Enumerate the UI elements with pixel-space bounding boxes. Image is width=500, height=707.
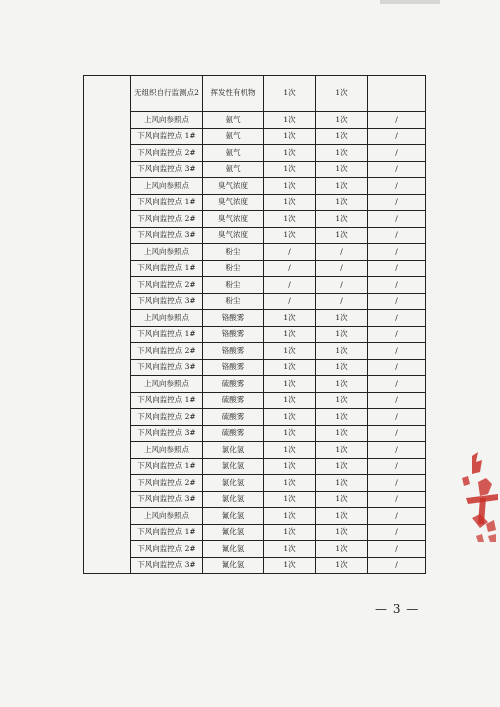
frequency-cell-2: 1次	[316, 343, 368, 360]
frequency-cell-2: 1次	[316, 128, 368, 145]
frequency-cell-1: 1次	[264, 557, 316, 574]
note-cell: /	[368, 128, 426, 145]
pollutant-cell: 铬酸雾	[203, 359, 264, 376]
table-row	[84, 128, 426, 145]
frequency-cell-2: 1次	[316, 442, 368, 459]
monitoring-point-cell: 下风向监控点 2#	[131, 211, 203, 228]
frequency-cell-2: 1次	[316, 557, 368, 574]
frequency-cell-1: 1次	[264, 442, 316, 459]
note-cell: /	[368, 244, 426, 261]
table-row	[84, 475, 426, 492]
note-cell: /	[368, 425, 426, 442]
frequency-cell-2: 1次	[316, 145, 368, 162]
table-row	[84, 458, 426, 475]
monitoring-point-cell: 下风向监控点 1#	[131, 260, 203, 277]
note-cell: /	[368, 194, 426, 211]
table-row	[84, 409, 426, 426]
note-cell: /	[368, 392, 426, 409]
monitoring-point-cell: 下风向监控点 2#	[131, 409, 203, 426]
monitoring-point-cell: 下风向监控点 1#	[131, 194, 203, 211]
note-cell: /	[368, 541, 426, 558]
table-row	[84, 260, 426, 277]
note-cell	[368, 76, 426, 112]
monitoring-point-cell: 无组织自行监测点2	[131, 76, 203, 112]
note-cell: /	[368, 277, 426, 294]
frequency-cell-2: 1次	[316, 541, 368, 558]
pollutant-cell: 臭气浓度	[203, 178, 264, 195]
pollutant-cell: 挥发性有机物	[203, 76, 264, 112]
note-cell: /	[368, 211, 426, 228]
monitoring-point-cell: 下风向监控点 2#	[131, 541, 203, 558]
table-row	[84, 343, 426, 360]
pollutant-cell: 氰化氢	[203, 508, 264, 525]
table-row	[84, 524, 426, 541]
frequency-cell-2: 1次	[316, 524, 368, 541]
frequency-cell-2: 1次	[316, 112, 368, 129]
frequency-cell-2: 1次	[316, 491, 368, 508]
frequency-cell-2: 1次	[316, 178, 368, 195]
table-row	[84, 425, 426, 442]
merged-blank-cell	[84, 76, 131, 574]
table-row	[84, 376, 426, 393]
note-cell: /	[368, 293, 426, 310]
table-row	[84, 112, 426, 129]
table-row	[84, 178, 426, 195]
frequency-cell-1: 1次	[264, 343, 316, 360]
monitoring-point-cell: 上风向参照点	[131, 178, 203, 195]
pollutant-cell: 粉尘	[203, 293, 264, 310]
note-cell: /	[368, 310, 426, 327]
pollutant-cell: 铬酸雾	[203, 310, 264, 327]
table-row	[84, 359, 426, 376]
table-row	[84, 76, 426, 112]
table-row	[84, 310, 426, 327]
table-row	[84, 557, 426, 574]
note-cell: /	[368, 178, 426, 195]
frequency-cell-1: 1次	[264, 376, 316, 393]
frequency-cell-1: 1次	[264, 310, 316, 327]
frequency-cell-1: 1次	[264, 508, 316, 525]
monitoring-point-cell: 下风向监控点 2#	[131, 145, 203, 162]
pollutant-cell: 臭气浓度	[203, 227, 264, 244]
note-cell: /	[368, 112, 426, 129]
pollutant-cell: 氰化氢	[203, 541, 264, 558]
table-row	[84, 508, 426, 525]
monitoring-point-cell: 下风向监控点 1#	[131, 392, 203, 409]
monitoring-point-cell: 上风向参照点	[131, 508, 203, 525]
pollutant-cell: 硫酸雾	[203, 425, 264, 442]
pollutant-cell: 铬酸雾	[203, 343, 264, 360]
pollutant-cell: 氨气	[203, 112, 264, 129]
frequency-cell-1: 1次	[264, 211, 316, 228]
red-seal-stamp	[458, 438, 500, 548]
frequency-cell-1: 1次	[264, 128, 316, 145]
table-row	[84, 227, 426, 244]
monitoring-point-cell: 下风向监控点 3#	[131, 359, 203, 376]
frequency-cell-1: 1次	[264, 475, 316, 492]
monitoring-table	[83, 75, 426, 574]
monitoring-point-cell: 下风向监控点 3#	[131, 227, 203, 244]
frequency-cell-1: 1次	[264, 392, 316, 409]
frequency-cell-2: 1次	[316, 227, 368, 244]
frequency-cell-2: 1次	[316, 310, 368, 327]
frequency-cell-1: 1次	[264, 227, 316, 244]
frequency-cell-1: 1次	[264, 194, 316, 211]
pollutant-cell: 铬酸雾	[203, 326, 264, 343]
pollutant-cell: 氨气	[203, 128, 264, 145]
frequency-cell-1: 1次	[264, 178, 316, 195]
monitoring-point-cell: 上风向参照点	[131, 310, 203, 327]
note-cell: /	[368, 491, 426, 508]
pollutant-cell: 氰化氢	[203, 524, 264, 541]
note-cell: /	[368, 145, 426, 162]
pollutant-cell: 氰化氢	[203, 557, 264, 574]
table-row	[84, 442, 426, 459]
monitoring-point-cell: 下风向监控点 3#	[131, 293, 203, 310]
table-row	[84, 392, 426, 409]
frequency-cell-1: 1次	[264, 524, 316, 541]
frequency-cell-2: 1次	[316, 326, 368, 343]
note-cell: /	[368, 442, 426, 459]
note-cell: /	[368, 458, 426, 475]
table-row	[84, 326, 426, 343]
note-cell: /	[368, 524, 426, 541]
pollutant-cell: 臭气浓度	[203, 211, 264, 228]
frequency-cell-1: 1次	[264, 409, 316, 426]
monitoring-point-cell: 上风向参照点	[131, 376, 203, 393]
pollutant-cell: 氯化氢	[203, 458, 264, 475]
pollutant-cell: 氯化氢	[203, 475, 264, 492]
note-cell: /	[368, 359, 426, 376]
monitoring-point-cell: 下风向监控点 3#	[131, 557, 203, 574]
frequency-cell-2: 1次	[316, 458, 368, 475]
table-row	[84, 145, 426, 162]
frequency-cell-2: 1次	[316, 508, 368, 525]
frequency-cell-2: 1次	[316, 161, 368, 178]
monitoring-point-cell: 下风向监控点 2#	[131, 343, 203, 360]
frequency-cell-1: /	[264, 260, 316, 277]
pollutant-cell: 氨气	[203, 161, 264, 178]
frequency-cell-2: 1次	[316, 475, 368, 492]
frequency-cell-2: /	[316, 277, 368, 294]
frequency-cell-2: /	[316, 244, 368, 261]
frequency-cell-2: 1次	[316, 76, 368, 112]
frequency-cell-1: /	[264, 293, 316, 310]
table-row	[84, 293, 426, 310]
frequency-cell-2: /	[316, 260, 368, 277]
frequency-cell-1: 1次	[264, 359, 316, 376]
note-cell: /	[368, 409, 426, 426]
pollutant-cell: 氯化氢	[203, 491, 264, 508]
pollutant-cell: 粉尘	[203, 260, 264, 277]
monitoring-point-cell: 下风向监控点 1#	[131, 128, 203, 145]
pollutant-cell: 硫酸雾	[203, 376, 264, 393]
frequency-cell-1: 1次	[264, 76, 316, 112]
frequency-cell-1: 1次	[264, 161, 316, 178]
note-cell: /	[368, 343, 426, 360]
note-cell: /	[368, 557, 426, 574]
monitoring-point-cell: 上风向参照点	[131, 112, 203, 129]
frequency-cell-1: 1次	[264, 112, 316, 129]
note-cell: /	[368, 376, 426, 393]
pollutant-cell: 硫酸雾	[203, 409, 264, 426]
table-row	[84, 541, 426, 558]
monitoring-point-cell: 上风向参照点	[131, 442, 203, 459]
frequency-cell-1: 1次	[264, 326, 316, 343]
note-cell: /	[368, 227, 426, 244]
monitoring-point-cell: 下风向监控点 2#	[131, 277, 203, 294]
note-cell: /	[368, 326, 426, 343]
frequency-cell-2: 1次	[316, 376, 368, 393]
table-row	[84, 194, 426, 211]
monitoring-point-cell: 下风向监控点 3#	[131, 425, 203, 442]
frequency-cell-2: 1次	[316, 409, 368, 426]
page-number: — 3 —	[375, 602, 420, 616]
monitoring-point-cell: 下风向监控点 3#	[131, 161, 203, 178]
monitoring-point-cell: 下风向监控点 1#	[131, 524, 203, 541]
note-cell: /	[368, 260, 426, 277]
note-cell: /	[368, 161, 426, 178]
table-row	[84, 491, 426, 508]
frequency-cell-2: 1次	[316, 359, 368, 376]
table-row	[84, 211, 426, 228]
frequency-cell-2: /	[316, 293, 368, 310]
pollutant-cell: 氨气	[203, 145, 264, 162]
monitoring-point-cell: 下风向监控点 3#	[131, 491, 203, 508]
monitoring-point-cell: 下风向监控点 1#	[131, 458, 203, 475]
frequency-cell-1: /	[264, 244, 316, 261]
monitoring-point-cell: 上风向参照点	[131, 244, 203, 261]
frequency-cell-1: 1次	[264, 491, 316, 508]
frequency-cell-2: 1次	[316, 194, 368, 211]
frequency-cell-2: 1次	[316, 211, 368, 228]
monitoring-point-cell: 下风向监控点 2#	[131, 475, 203, 492]
pollutant-cell: 硫酸雾	[203, 392, 264, 409]
frequency-cell-1: 1次	[264, 145, 316, 162]
pollutant-cell: 粉尘	[203, 277, 264, 294]
table-body	[84, 76, 426, 574]
frequency-cell-1: 1次	[264, 425, 316, 442]
scan-artifact	[380, 0, 440, 4]
frequency-cell-1: /	[264, 277, 316, 294]
monitoring-point-cell: 下风向监控点 1#	[131, 326, 203, 343]
pollutant-cell: 氯化氢	[203, 442, 264, 459]
table-row	[84, 277, 426, 294]
frequency-cell-2: 1次	[316, 425, 368, 442]
frequency-cell-1: 1次	[264, 458, 316, 475]
pollutant-cell: 粉尘	[203, 244, 264, 261]
table-row	[84, 161, 426, 178]
frequency-cell-1: 1次	[264, 541, 316, 558]
note-cell: /	[368, 475, 426, 492]
table-row	[84, 244, 426, 261]
frequency-cell-2: 1次	[316, 392, 368, 409]
note-cell: /	[368, 508, 426, 525]
pollutant-cell: 臭气浓度	[203, 194, 264, 211]
